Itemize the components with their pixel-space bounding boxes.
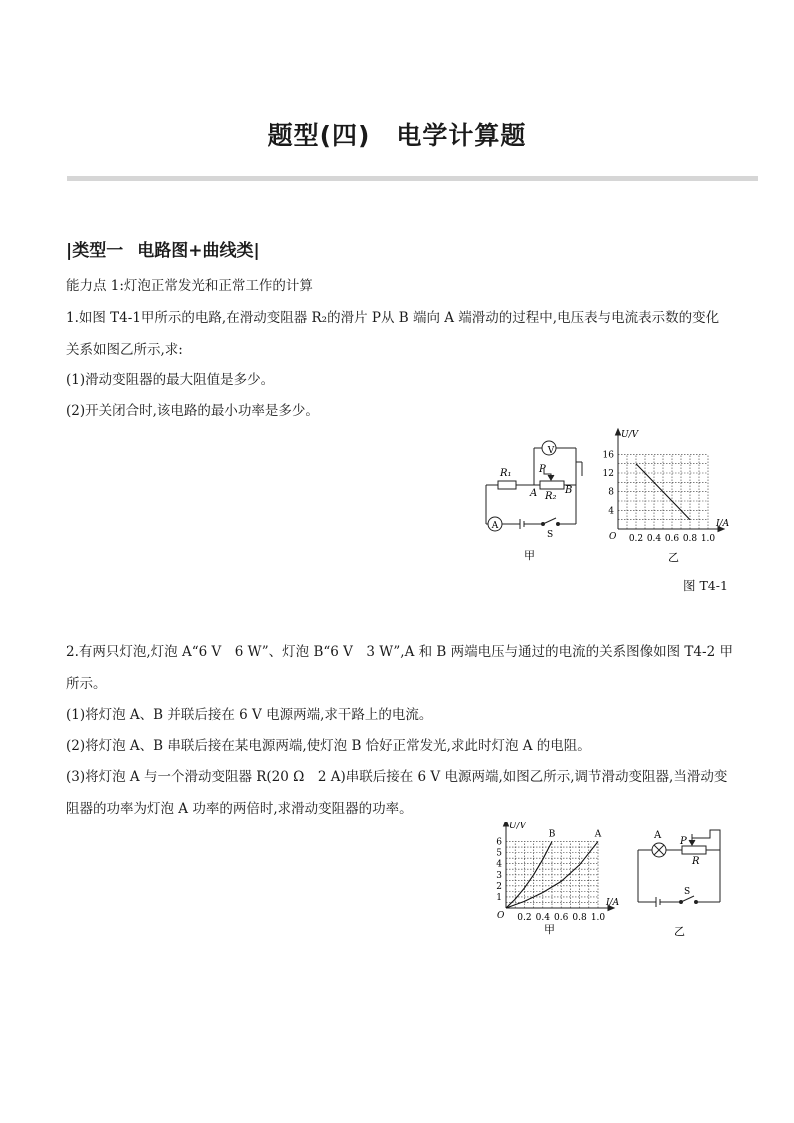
- c1-origin-label: O: [609, 532, 617, 542]
- c2-y-tick-5: 6: [496, 837, 502, 848]
- c2-y-arrow: [504, 822, 509, 826]
- a-label: A: [530, 488, 538, 499]
- s-label: S: [547, 530, 554, 540]
- b-label: B: [565, 485, 573, 496]
- section-part1: |类型一: [66, 241, 124, 261]
- c1-x-tick-3: 0.8: [682, 534, 698, 544]
- c2-x-tick-4: 1.0: [590, 913, 606, 923]
- p2-label: P: [680, 836, 687, 847]
- section-heading: [66, 236, 260, 261]
- ammeter-label: A: [491, 521, 499, 531]
- fig2-left-label: 甲: [544, 923, 555, 936]
- c1-y-axis-label: U/V: [621, 430, 639, 440]
- page-title: [0, 116, 794, 152]
- r1-label: R₁: [500, 468, 512, 479]
- circuit-diagram-1: [478, 430, 598, 570]
- fig1-right-label: 乙: [668, 551, 679, 564]
- r-label: R: [692, 856, 700, 867]
- section-part2: 电路图+曲线类|: [137, 241, 260, 261]
- c1-y-tick-3: 16: [602, 450, 614, 461]
- p-label: P: [539, 464, 546, 475]
- switch-s: [543, 518, 556, 524]
- fig2-right-label: 乙: [674, 925, 685, 938]
- c1-x-tick-2: 0.6: [664, 534, 680, 544]
- c2-x-tick-2: 0.6: [554, 913, 569, 923]
- circuit-diagram-2: [630, 824, 730, 940]
- problem2-question1: (1)将灯泡 A、B 并联后接在 6 V 电源两端,求干路上的电流。: [66, 707, 433, 723]
- c2-y-tick-2: 3: [496, 870, 502, 881]
- c1-x-tick-1: 0.4: [646, 534, 662, 544]
- lamp-a-label: A: [654, 830, 662, 841]
- voltmeter-label: V: [547, 446, 555, 456]
- rheostat-r: [682, 846, 706, 854]
- c2-origin-label: O: [497, 911, 505, 921]
- c1-y-arrow: [616, 429, 621, 435]
- c2-x-axis-label: I/A: [606, 898, 620, 908]
- r2-label: R₂: [545, 491, 557, 502]
- c2-x-tick-1: 0.4: [535, 913, 550, 923]
- title-part2: 电学计算题: [396, 121, 527, 150]
- problem1-text-line1: 1.如图 T4-1甲所示的电路,在滑动变阻器 R₂的滑片 P从 B 端向 A 端滑动的过程中,电压表与电流表示数的变化: [66, 310, 720, 326]
- figure-caption-t4-1: 图 T4-1: [683, 578, 728, 593]
- ui-graph-1: [598, 422, 738, 570]
- problem2-question2: (2)将灯泡 A、B 串联后接在某电源两端,使灯泡 B 恰好正常发光,求此时灯泡 A 的电阻。: [66, 738, 591, 754]
- problem2-question4: 阻器的功率为灯泡 A 功率的两倍时,求滑动变阻器的功率。: [66, 801, 413, 817]
- problem1-question1: (1)滑动变阻器的最大阻值是多少。: [66, 372, 275, 388]
- c2-y-tick-4: 5: [496, 848, 502, 859]
- c2-y-tick-0: 1: [496, 892, 502, 903]
- resistor-r1: [498, 481, 516, 489]
- problem1-question2: (2)开关闭合时,该电路的最小功率是多少。: [66, 403, 319, 419]
- problem2-text-line2: 所示。: [66, 676, 107, 692]
- c2-y-tick-1: 2: [496, 881, 502, 892]
- c1-y-tick-2: 12: [602, 469, 614, 479]
- c1-x-axis-label: I/A: [716, 519, 730, 529]
- c1-x-tick-4: 1.0: [700, 534, 716, 544]
- title-part1: 题型(四): [267, 121, 371, 150]
- problem2-question3: (3)将灯泡 A 与一个滑动变阻器 R(20 Ω 2 A)串联后接在 6 V 电源两端,如图乙所示,调节滑动变阻器,当滑动变: [66, 769, 728, 785]
- problem1-text-line2: 关系如图乙所示,求:: [66, 342, 183, 358]
- c1-y-tick-0: 4: [608, 506, 614, 517]
- title-divider: [67, 176, 758, 181]
- c2-x-tick-3: 0.8: [572, 913, 587, 923]
- ui-graph-2: [488, 822, 630, 940]
- ability-point: 能力点 1:灯泡正常发光和正常工作的计算: [66, 278, 313, 294]
- c2-series-label-B: B: [548, 829, 556, 840]
- problem2-text-line1: 2.有两只灯泡,灯泡 A“6 V 6 W”、灯泡 B“6 V 3 W”,A 和 B 两端电压与通过的电流的关系图像如图 T4-2 甲: [66, 644, 733, 660]
- c2-series-label-A: A: [594, 829, 602, 840]
- c1-y-tick-1: 8: [608, 487, 614, 498]
- fig1-left-label: 甲: [524, 549, 535, 562]
- c2-y-axis-label: U/V: [509, 822, 527, 831]
- c1-x-tick-0: 0.2: [628, 534, 644, 544]
- c2-x-tick-0: 0.2: [517, 913, 532, 923]
- resistor-r2: [540, 481, 564, 489]
- s2-label: S: [684, 887, 691, 897]
- c2-y-tick-3: 4: [496, 859, 502, 870]
